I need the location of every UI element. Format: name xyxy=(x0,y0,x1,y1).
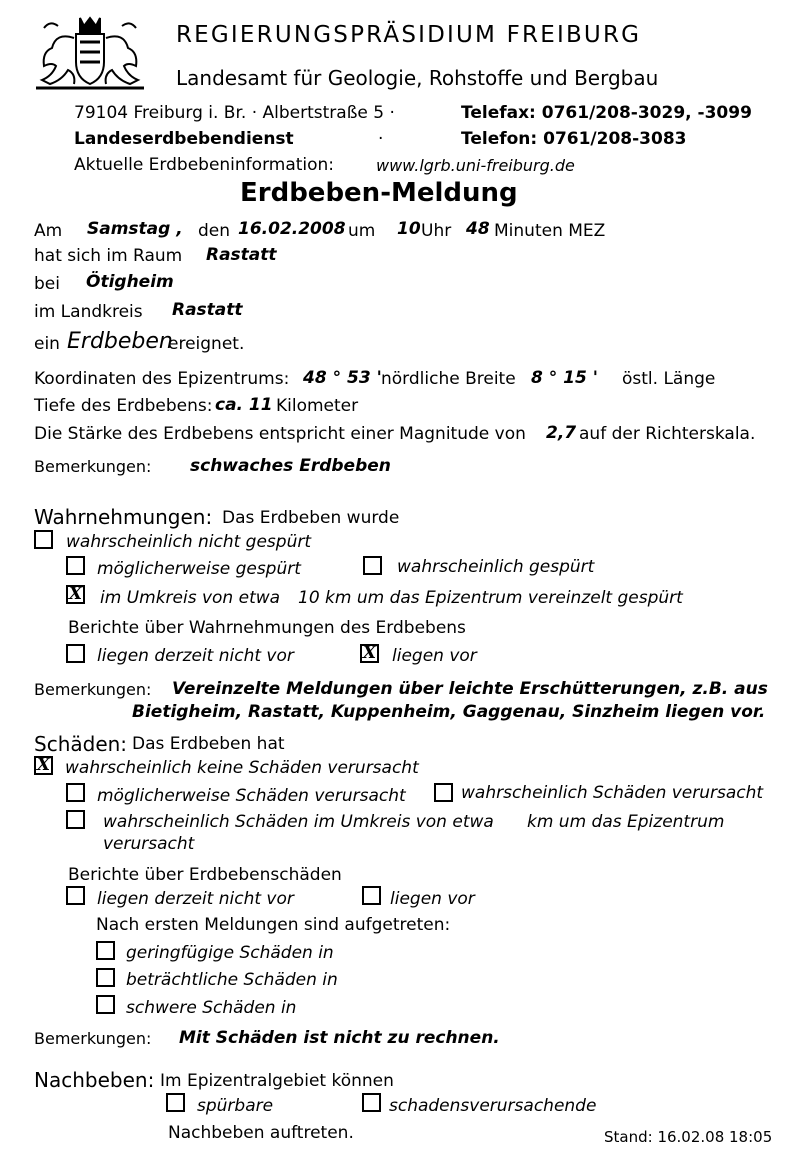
probably-felt-checkbox[interactable] xyxy=(363,556,382,575)
raum-value: Rastatt xyxy=(206,245,277,265)
minor-damage-checkbox[interactable] xyxy=(96,941,115,960)
aftershocks-outro: Nachbeben auftreten. xyxy=(168,1123,354,1143)
damage-reports-none-label: liegen derzeit nicht vor xyxy=(97,889,294,909)
probably-damage-label: wahrscheinlich Schäden verursacht xyxy=(461,783,764,803)
address: 79104 Freiburg i. Br. · Albertstraße 5 · xyxy=(74,103,395,123)
magnitude-suffix: auf der Richterskala. xyxy=(579,424,756,444)
coat-of-arms-logo xyxy=(30,14,150,90)
damage-reports-label: Berichte über Erdbebenschäden xyxy=(68,865,342,885)
radius-damage-km: km um das Epizentrum xyxy=(527,812,725,832)
am-label: Am xyxy=(34,221,63,241)
remarks-label: Bemerkungen: xyxy=(34,457,152,476)
radius-damage-line1: wahrscheinlich Schäden im Umkreis von etwa xyxy=(103,812,494,832)
felt-aftershocks-label: spürbare xyxy=(197,1096,274,1116)
page-title: Erdbeben-Meldung xyxy=(240,178,518,208)
damage-reports-present-label: liegen vor xyxy=(390,889,475,909)
landkreis-value: Rastatt xyxy=(172,300,243,320)
service-name: Landeserdbebendienst xyxy=(74,129,294,149)
possibly-damage-checkbox[interactable] xyxy=(66,783,85,802)
severe-damage-label: schwere Schäden in xyxy=(126,998,297,1018)
minor-damage-label: geringfügige Schäden in xyxy=(126,943,334,963)
radius-felt-checkbox[interactable]: X xyxy=(66,585,85,604)
weekday: Samstag , xyxy=(87,219,183,239)
erdbeben-word: Erdbeben xyxy=(67,329,173,354)
felt-aftershocks-checkbox[interactable] xyxy=(166,1093,185,1112)
phone-number: Telefon: 0761/208-3083 xyxy=(461,129,687,149)
damaging-aftershocks-checkbox[interactable] xyxy=(362,1093,381,1112)
event-minute: 48 xyxy=(466,219,490,239)
radius-damage-checkbox[interactable] xyxy=(66,810,85,829)
raum-label: hat sich im Raum xyxy=(34,246,183,266)
perception-reports-none-checkbox[interactable] xyxy=(66,644,85,663)
bei-value: Ötigheim xyxy=(86,272,174,292)
considerable-damage-checkbox[interactable] xyxy=(96,968,115,987)
perception-remarks-line2: Bietigheim, Rastatt, Kuppenheim, Gaggenau, Sinzheim liegen vor. xyxy=(132,702,766,722)
website-link[interactable]: www.lgrb.uni-freiburg.de xyxy=(376,156,575,175)
possibly-felt-checkbox[interactable] xyxy=(66,556,85,575)
lon-label: östl. Länge xyxy=(622,369,716,389)
severe-damage-checkbox[interactable] xyxy=(96,995,115,1014)
no-damage-checkbox[interactable]: X xyxy=(34,756,53,775)
possibly-felt-label: möglicherweise gespürt xyxy=(97,559,301,579)
info-label: Aktuelle Erdbebeninformation: xyxy=(74,155,335,175)
perception-heading: Wahrnehmungen: xyxy=(34,505,213,529)
first-reports-label: Nach ersten Meldungen sind aufgetreten: xyxy=(96,915,451,935)
damage-reports-none-checkbox[interactable] xyxy=(66,886,85,905)
radius-felt-prefix: im Umkreis von etwa xyxy=(100,588,281,608)
uhr-label: Uhr xyxy=(421,221,452,241)
remarks-text: schwaches Erdbeben xyxy=(190,456,391,476)
ein-label: ein xyxy=(34,334,60,354)
perception-reports-none-label: liegen derzeit nicht vor xyxy=(97,646,294,666)
authority-title: REGIERUNGSPRÄSIDIUM FREIBURG xyxy=(176,22,642,48)
damage-intro: Das Erdbeben hat xyxy=(132,734,285,754)
separator-dot: · xyxy=(378,129,384,149)
stand-timestamp: Stand: 16.02.08 18:05 xyxy=(604,1128,773,1146)
lat-label: nördliche Breite xyxy=(381,369,516,389)
um-label: um xyxy=(348,221,376,241)
den-label: den xyxy=(198,221,231,241)
radius-damage-line2: verursacht xyxy=(103,834,195,854)
depth-value: ca. 11 xyxy=(215,395,273,415)
longitude: 8 ° 15 ' xyxy=(531,368,598,388)
probably-damage-checkbox[interactable] xyxy=(434,783,453,802)
damage-reports-present-checkbox[interactable] xyxy=(362,886,381,905)
event-date: 16.02.2008 xyxy=(238,219,346,239)
bei-label: bei xyxy=(34,274,60,294)
magnitude-value: 2,7 xyxy=(546,423,577,443)
ereignet-word: ereignet. xyxy=(168,334,245,354)
radius-felt-value: 10 km um das Epizentrum vereinzelt gespürt xyxy=(298,588,683,608)
damage-remarks-text: Mit Schäden ist nicht zu rechnen. xyxy=(179,1028,500,1048)
perception-reports-label: Berichte über Wahrnehmungen des Erdbebens xyxy=(68,618,466,638)
damaging-aftershocks-label: schadensverursachende xyxy=(389,1096,597,1116)
damage-heading: Schäden: xyxy=(34,732,128,756)
perception-remarks-line1: Vereinzelte Meldungen über leichte Erschütterungen, z.B. aus xyxy=(172,679,768,699)
fax-number: Telefax: 0761/208-3029, -3099 xyxy=(461,103,752,123)
perception-intro: Das Erdbeben wurde xyxy=(222,508,400,528)
no-damage-label: wahrscheinlich keine Schäden verursacht xyxy=(65,758,419,778)
perception-reports-present-checkbox[interactable]: X xyxy=(360,644,379,663)
landkreis-label: im Landkreis xyxy=(34,302,143,322)
probably-felt-label: wahrscheinlich gespürt xyxy=(397,557,595,577)
aftershocks-intro: Im Epizentralgebiet können xyxy=(160,1071,394,1091)
not-felt-label: wahrscheinlich nicht gespürt xyxy=(66,532,312,552)
perception-reports-present-label: liegen vor xyxy=(392,646,477,666)
office-name: Landesamt für Geologie, Rohstoffe und Bergbau xyxy=(176,66,659,90)
latitude: 48 ° 53 ' xyxy=(303,368,382,388)
perception-remarks-label: Bemerkungen: xyxy=(34,680,152,699)
minuten-label: Minuten MEZ xyxy=(494,221,606,241)
aftershocks-heading: Nachbeben: xyxy=(34,1068,155,1092)
possibly-damage-label: möglicherweise Schäden verursacht xyxy=(97,786,406,806)
coord-label: Koordinaten des Epizentrums: xyxy=(34,369,290,389)
magnitude-prefix: Die Stärke des Erdbebens entspricht einer Magnitude von xyxy=(34,424,526,444)
damage-remarks-label: Bemerkungen: xyxy=(34,1029,152,1048)
considerable-damage-label: beträchtliche Schäden in xyxy=(126,970,338,990)
not-felt-checkbox[interactable] xyxy=(34,530,53,549)
depth-unit: Kilometer xyxy=(276,396,359,416)
event-hour: 10 xyxy=(397,219,421,239)
depth-label: Tiefe des Erdbebens: xyxy=(34,396,213,416)
